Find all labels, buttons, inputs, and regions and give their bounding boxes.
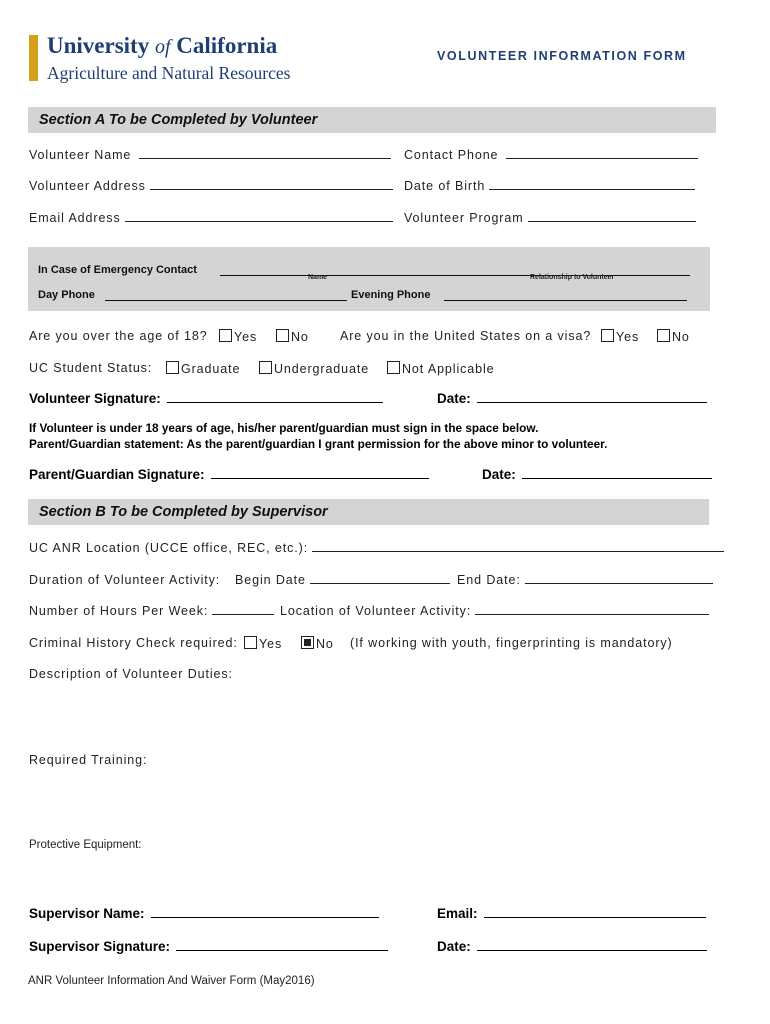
contact-phone-field[interactable]: Contact Phone bbox=[404, 148, 698, 162]
not-applicable-checkbox[interactable] bbox=[387, 361, 400, 374]
relationship-sublabel: Relationship to Volunteer bbox=[530, 274, 615, 281]
minor-note-line1: If Volunteer is under 18 years of age, his/her parent/guardian must sign in the space below. bbox=[29, 421, 539, 435]
volunteer-date-field[interactable]: Date: bbox=[437, 391, 707, 406]
graduate-checkbox[interactable] bbox=[166, 361, 179, 374]
undergraduate-checkbox[interactable] bbox=[259, 361, 272, 374]
anr-location-field[interactable]: UC ANR Location (UCCE office, REC, etc.): bbox=[29, 541, 724, 555]
form-title: VOLUNTEER INFORMATION FORM bbox=[437, 49, 687, 63]
not-applicable-option[interactable]: Not Applicable bbox=[387, 361, 495, 376]
hours-per-week-field[interactable]: Number of Hours Per Week: bbox=[29, 604, 274, 618]
duration-label: Duration of Volunteer Activity: bbox=[29, 573, 221, 587]
age-no-option[interactable]: No bbox=[276, 329, 309, 344]
date-of-birth-field[interactable]: Date of Birth bbox=[404, 179, 695, 193]
supervisor-email-field[interactable]: Email: bbox=[437, 906, 706, 921]
age-yes-checkbox[interactable] bbox=[219, 329, 232, 342]
activity-location-field[interactable]: Location of Volunteer Activity: bbox=[280, 604, 709, 618]
name-sublabel: Name bbox=[308, 274, 328, 281]
supervisor-date-field[interactable]: Date: bbox=[437, 939, 707, 954]
criminal-check-label: Criminal History Check required: bbox=[29, 636, 238, 650]
age-yes-option[interactable]: Yes bbox=[219, 329, 257, 344]
parent-date-field[interactable]: Date: bbox=[482, 467, 712, 482]
visa-question: Are you in the United States on a visa? bbox=[340, 329, 592, 343]
evening-phone-line[interactable] bbox=[444, 299, 687, 301]
supervisor-signature-field[interactable]: Supervisor Signature: bbox=[29, 939, 388, 954]
section-b-title: Section B To be Completed by Supervisor bbox=[39, 504, 328, 520]
criminal-yes-option[interactable]: Yes bbox=[244, 636, 282, 651]
description-label: Description of Volunteer Duties: bbox=[29, 667, 233, 681]
emergency-contact-line[interactable] bbox=[220, 274, 690, 276]
volunteer-address-field[interactable]: Volunteer Address bbox=[29, 179, 393, 193]
minor-note-line2: Parent/Guardian statement: As the parent/guardian I grant permission for the above minor to volunteer. bbox=[29, 437, 608, 451]
undergraduate-option[interactable]: Undergraduate bbox=[259, 361, 369, 376]
day-phone-label: Day Phone bbox=[38, 289, 95, 301]
student-status-label: UC Student Status: bbox=[29, 361, 153, 375]
visa-yes-option[interactable]: Yes bbox=[601, 329, 639, 344]
volunteer-program-field[interactable]: Volunteer Program bbox=[404, 211, 696, 225]
visa-no-checkbox[interactable] bbox=[657, 329, 670, 342]
age-question: Are you over the age of 18? bbox=[29, 329, 208, 343]
section-b-header bbox=[28, 499, 709, 525]
volunteer-name-field[interactable]: Volunteer Name bbox=[29, 148, 391, 162]
end-date-field[interactable]: End Date: bbox=[457, 573, 713, 587]
criminal-no-checkbox[interactable] bbox=[301, 636, 314, 649]
required-training-label: Required Training: bbox=[29, 753, 148, 767]
age-no-checkbox[interactable] bbox=[276, 329, 289, 342]
emergency-contact-label: In Case of Emergency Contact bbox=[38, 264, 197, 276]
visa-yes-checkbox[interactable] bbox=[601, 329, 614, 342]
logo-university-of-california: University of California bbox=[47, 33, 278, 58]
emergency-contact-box bbox=[28, 247, 710, 311]
criminal-no-option[interactable]: No bbox=[301, 636, 334, 651]
day-phone-line[interactable] bbox=[105, 299, 347, 301]
email-address-field[interactable]: Email Address bbox=[29, 211, 393, 225]
supervisor-name-field[interactable]: Supervisor Name: bbox=[29, 906, 379, 921]
section-a-header bbox=[28, 107, 716, 133]
parent-signature-field[interactable]: Parent/Guardian Signature: bbox=[29, 467, 429, 482]
graduate-option[interactable]: Graduate bbox=[166, 361, 240, 376]
section-a-title: Section A To be Completed by Volunteer bbox=[39, 112, 318, 128]
criminal-check-note: (If working with youth, fingerprinting is mandatory) bbox=[350, 636, 673, 650]
visa-no-option[interactable]: No bbox=[657, 329, 690, 344]
evening-phone-label: Evening Phone bbox=[351, 289, 431, 301]
logo-accent-bar bbox=[29, 35, 38, 81]
begin-date-field[interactable]: Begin Date bbox=[235, 573, 450, 587]
protective-equipment-label: Protective Equipment: bbox=[29, 839, 142, 851]
volunteer-signature-field[interactable]: Volunteer Signature: bbox=[29, 391, 383, 406]
criminal-yes-checkbox[interactable] bbox=[244, 636, 257, 649]
logo-agriculture-natural-resources: Agriculture and Natural Resources bbox=[47, 63, 291, 83]
footer-text: ANR Volunteer Information And Waiver Form (May2016) bbox=[28, 975, 315, 987]
